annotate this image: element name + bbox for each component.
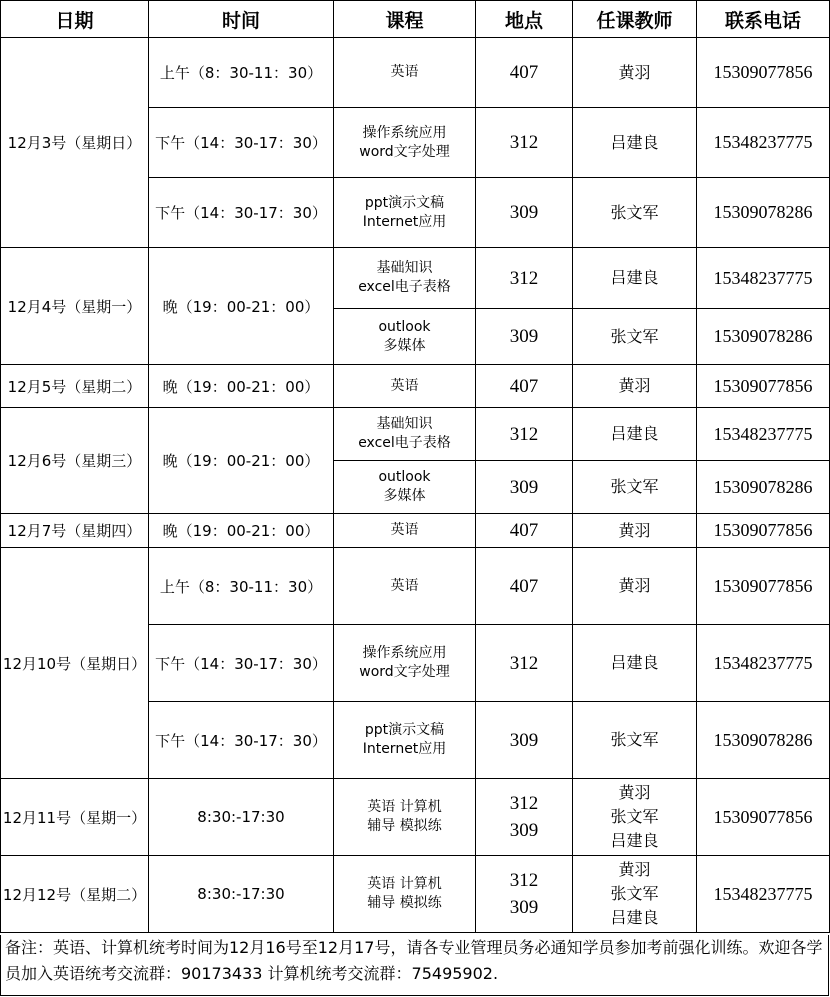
date-cell: 12月11号（星期一） <box>1 779 149 856</box>
phone-cell: 15348237775 <box>697 856 830 933</box>
phone-cell: 15309077856 <box>697 38 830 108</box>
room-cell <box>476 365 573 408</box>
teacher-cell <box>573 178 697 248</box>
teacher-cell <box>573 856 697 933</box>
phone-cell: 15309077856 <box>697 779 830 856</box>
table-row <box>1 248 830 309</box>
course-cell <box>334 309 476 365</box>
time-cell: 晚（19：00-21：00） <box>149 408 334 514</box>
teacher-cell <box>573 514 697 548</box>
course-cell <box>334 248 476 309</box>
teacher-line: 吕建良 <box>610 424 659 443</box>
teacher-line: 张文军 <box>610 202 659 222</box>
course-line: ppt演示文稿 <box>364 194 445 211</box>
course-cell <box>334 702 476 779</box>
course-line: 基础知识 <box>376 416 433 432</box>
room-line: 407 <box>509 575 539 597</box>
time-cell: 上午（8：30-11：30） <box>149 548 334 625</box>
teacher-line: 黄羽 <box>618 376 651 395</box>
phone-cell: 15309078286 <box>697 461 830 514</box>
date-cell: 12月6号（星期三） <box>1 408 149 514</box>
header-row <box>1 1 830 38</box>
teacher-cell <box>573 779 697 856</box>
course-line: Internet应用 <box>362 213 447 230</box>
table-row <box>1 856 830 933</box>
room-cell <box>476 548 573 625</box>
teacher-line: 吕建良 <box>610 831 659 850</box>
time-cell: 下午（14：30-17：30） <box>149 178 334 248</box>
room-line: 309 <box>509 897 539 918</box>
teacher-line: 张文军 <box>610 730 659 749</box>
footer-note: 备注：英语、计算机统考时间为12月16号至12月17号，请各专业管理员务必通知学员参加考前强化训练。欢迎各学员加入英语统考交流群：90173433 计算机统考交流群：75495902. <box>0 935 829 996</box>
course-cell <box>334 625 476 702</box>
course-line: 操作系统应用 <box>362 645 447 661</box>
date-cell: 12月4号（星期一） <box>1 248 149 365</box>
table-row <box>1 408 830 461</box>
teacher-cell <box>573 365 697 408</box>
course-line: Internet应用 <box>362 741 447 757</box>
teacher-cell <box>573 625 697 702</box>
teacher-line: 吕建良 <box>610 268 659 287</box>
teacher-cell <box>573 461 697 514</box>
course-line: 多媒体 <box>383 337 426 354</box>
room-line: 407 <box>509 375 539 397</box>
room-line: 309 <box>509 820 539 841</box>
room-line: 407 <box>509 62 539 83</box>
room-line: 312 <box>509 793 539 814</box>
room-cell <box>476 248 573 309</box>
teacher-line: 吕建良 <box>610 908 659 927</box>
table-row <box>1 514 830 548</box>
date-cell: 12月7号（星期四） <box>1 514 149 548</box>
phone-cell: 15348237775 <box>697 408 830 461</box>
course-line: 操作系统应用 <box>362 124 447 141</box>
header-course: 课程 <box>334 1 476 38</box>
teacher-cell <box>573 38 697 108</box>
teacher-line: 黄羽 <box>618 860 651 879</box>
teacher-line: 张文军 <box>610 884 659 903</box>
room-line: 312 <box>509 267 539 289</box>
course-line: 英语 <box>390 522 419 538</box>
phone-cell: 15309077856 <box>697 365 830 408</box>
course-cell <box>334 856 476 933</box>
table-row <box>1 38 830 108</box>
date-cell: 12月5号（星期二） <box>1 365 149 408</box>
teacher-line: 黄羽 <box>618 576 651 595</box>
course-line: ppt演示文稿 <box>364 722 445 738</box>
course-cell <box>334 108 476 178</box>
phone-cell: 15348237775 <box>697 248 830 309</box>
header-time: 时间 <box>149 1 334 38</box>
phone-cell: 15309077856 <box>697 548 830 625</box>
course-line: excel电子表格 <box>358 435 451 451</box>
room-cell <box>476 702 573 779</box>
teacher-cell <box>573 248 697 309</box>
room-cell <box>476 514 573 548</box>
room-line: 309 <box>509 326 539 347</box>
teacher-line: 张文军 <box>610 807 659 826</box>
course-cell <box>334 365 476 408</box>
phone-cell: 15348237775 <box>697 108 830 178</box>
course-line: outlook <box>378 318 431 335</box>
teacher-line: 黄羽 <box>618 783 651 802</box>
time-cell: 上午（8：30-11：30） <box>149 38 334 108</box>
time-cell: 8:30:-17:30 <box>149 856 334 933</box>
room-cell <box>476 108 573 178</box>
course-line: word文字处理 <box>359 143 450 160</box>
course-line: 英语 <box>390 64 419 80</box>
course-cell <box>334 461 476 514</box>
room-line: 309 <box>509 202 539 223</box>
teacher-line: 张文军 <box>610 477 659 496</box>
course-cell <box>334 779 476 856</box>
time-cell: 下午（14：30-17：30） <box>149 108 334 178</box>
teacher-line: 吕建良 <box>610 132 659 152</box>
course-line: outlook <box>378 469 431 485</box>
room-cell <box>476 779 573 856</box>
course-line: 辅导 模拟练 <box>367 895 442 911</box>
time-cell: 下午（14：30-17：30） <box>149 702 334 779</box>
room-cell <box>476 856 573 933</box>
course-line: 英语 计算机 <box>367 876 442 892</box>
course-cell <box>334 38 476 108</box>
room-cell <box>476 38 573 108</box>
teacher-line: 黄羽 <box>618 520 651 540</box>
room-cell <box>476 309 573 365</box>
header-teacher: 任课教师 <box>573 1 697 38</box>
phone-cell: 15309077856 <box>697 514 830 548</box>
room-cell <box>476 178 573 248</box>
course-line: 英语 计算机 <box>367 799 442 815</box>
room-cell <box>476 408 573 461</box>
time-cell: 晚（19：00-21：00） <box>149 248 334 365</box>
table-row <box>1 548 830 625</box>
time-cell: 晚（19：00-21：00） <box>149 514 334 548</box>
room-line: 407 <box>509 520 539 541</box>
course-line: 基础知识 <box>376 260 433 276</box>
course-line: excel电子表格 <box>358 279 451 295</box>
date-cell: 12月12号（星期二） <box>1 856 149 933</box>
phone-cell: 15309078286 <box>697 702 830 779</box>
header-phone: 联系电话 <box>697 1 830 38</box>
date-cell: 12月10号（星期日） <box>1 548 149 779</box>
table-row <box>1 779 830 856</box>
room-line: 309 <box>509 476 539 498</box>
table-row <box>1 365 830 408</box>
time-cell: 下午（14：30-17：30） <box>149 625 334 702</box>
phone-cell: 15309078286 <box>697 178 830 248</box>
course-line: 英语 <box>390 577 419 594</box>
teacher-cell <box>573 108 697 178</box>
course-line: 多媒体 <box>383 488 426 504</box>
phone-cell: 15309078286 <box>697 309 830 365</box>
teacher-line: 张文军 <box>610 326 659 346</box>
teacher-line: 黄羽 <box>618 62 651 82</box>
room-line: 312 <box>509 132 539 153</box>
course-cell <box>334 548 476 625</box>
teacher-cell <box>573 702 697 779</box>
course-line: word文字处理 <box>359 664 450 680</box>
room-line: 312 <box>509 652 539 674</box>
teacher-cell <box>573 548 697 625</box>
teacher-cell <box>573 408 697 461</box>
date-cell: 12月3号（星期日） <box>1 38 149 248</box>
phone-cell: 15348237775 <box>697 625 830 702</box>
course-cell <box>334 178 476 248</box>
teacher-cell <box>573 309 697 365</box>
time-cell: 晚（19：00-21：00） <box>149 365 334 408</box>
course-cell <box>334 514 476 548</box>
room-line: 309 <box>509 729 539 751</box>
header-location: 地点 <box>476 1 573 38</box>
room-line: 312 <box>509 423 539 445</box>
course-line: 英语 <box>390 377 419 394</box>
time-cell: 8:30:-17:30 <box>149 779 334 856</box>
course-cell <box>334 408 476 461</box>
teacher-line: 吕建良 <box>610 653 659 672</box>
course-line: 辅导 模拟练 <box>367 818 442 834</box>
room-cell <box>476 625 573 702</box>
room-cell <box>476 461 573 514</box>
room-line: 312 <box>509 870 539 891</box>
header-date: 日期 <box>1 1 149 38</box>
